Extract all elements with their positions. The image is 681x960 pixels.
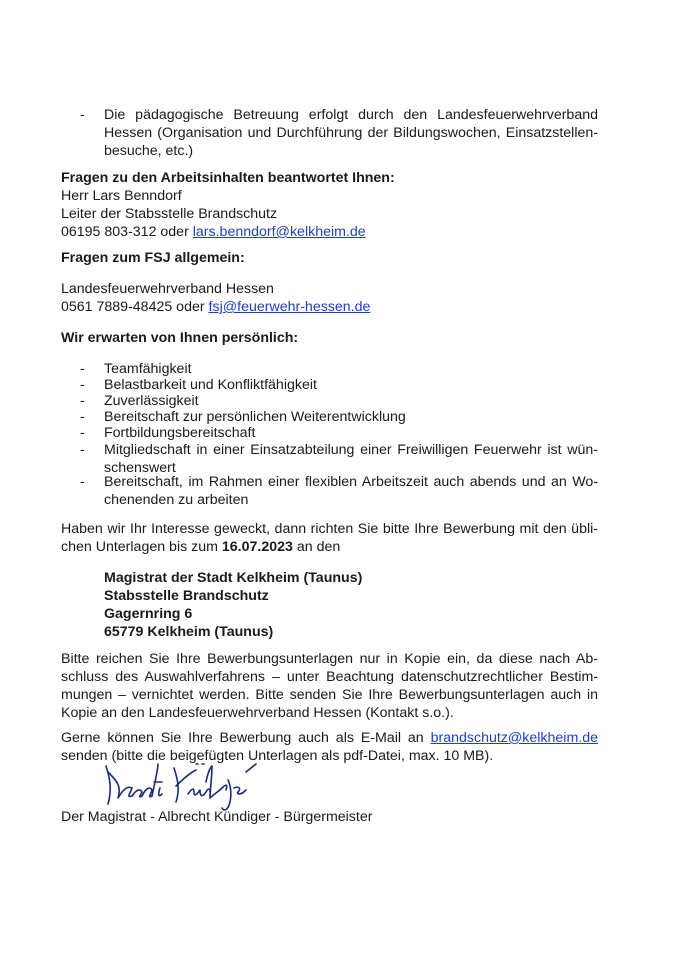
bullet-dash: - [80,474,85,490]
application-paragraph [61,520,598,556]
fsj-contact-section [61,249,598,267]
contact-email-link[interactable]: lars.benndorf@kelkheim.de [192,224,366,240]
list-item-text: Teamfähigkeit [104,361,192,377]
list-item-text: schenswert [104,460,176,476]
work-contact-section [61,169,598,241]
deadline-date: 16.07.2023 [221,539,293,555]
list-item-text: Bereitschaft zur persönlichen Weiterentwicklung [104,409,406,425]
contact-phone: 06195 803-312 oder [61,224,193,240]
text-line: Hessen (Organisation und Durchführung der Bildungswochen, Einsatzstellen- [104,125,598,141]
address-line: Stabsstelle Brandschutz [104,588,269,604]
bullet-dash: - [80,409,85,425]
section-heading: Fragen zu den Arbeitsinhalten beantwortet Ihnen: [61,170,395,186]
bullet-dash: - [80,107,85,123]
signature-caption: Der Magistrat - Albrecht Kündiger - Bürgermeister [61,809,373,825]
text-fragment: chen Unterlagen bis zum [61,539,222,555]
bullet-dash: - [80,377,85,393]
text-line [61,538,598,556]
text-fragment: Gerne können Sie Ihre Bewerbung auch als E-Mail an [61,730,431,746]
list-item [104,441,598,477]
list-item [104,424,598,442]
section-heading: Fragen zum FSJ allgemein: [61,250,245,266]
address-line: 65779 Kelkheim (Taunus) [104,624,274,640]
list-item-text: chenenden zu arbeiten [104,492,249,508]
contact-phone-line [61,298,598,316]
contact-phone-line [61,223,598,241]
text-line: besuche, etc.) [104,143,194,159]
section-heading: Wir erwarten von Ihnen persönlich: [61,330,299,346]
copy-note-paragraph [61,650,598,722]
address-line: Magistrat der Stadt Kelkheim (Taunus) [104,570,363,586]
text-line: Die pädagogische Betreuung erfolgt durch den Landesfeuerwehrverband [104,107,598,123]
bullet-dash: - [80,425,85,441]
text-line: Kopie an den Landesfeuerwehrverband Hessen (Kontakt s.o.). [61,705,454,721]
contact-name: Herr Lars Benndorf [61,188,182,204]
list-item-text: Mitgliedschaft in einer Einsatzabteilung einer Freiwilligen Feuerwehr ist wün- [104,442,598,458]
text-line: schluss des Auswahlverfahrens – unter Beachtung datenschutzrechtlicher Bestim- [61,669,598,685]
bullet-dash: - [80,393,85,409]
contact-role: Leiter der Stabsstelle Brandschutz [61,206,278,222]
bullet-dash: - [80,442,85,458]
contact-email-link[interactable]: fsj@feuerwehr-hessen.de [208,299,371,315]
text-line [61,729,598,747]
text-fragment: an den [292,539,341,555]
intro-bullet-text [104,106,598,160]
expectations-heading-block [61,329,598,347]
text-line: Haben wir Ihr Interesse geweckt, dann richten Sie bitte Ihre Bewerbung mit den übli- [61,521,598,537]
application-email-link[interactable]: brandschutz@kelkheim.de [430,730,598,746]
text-line: mungen – vernichtet werden. Bitte senden Sie Ihre Bewerbungsunterlagen auch in [61,687,598,703]
list-item-text: Zuverlässigkeit [104,393,199,409]
fsj-contact-details [61,280,598,316]
text-line: Bitte reichen Sie Ihre Bewerbungsunterlagen nur in Kopie ein, da diese nach Ab- [61,651,598,667]
contact-org: Landesfeuerwehrverband Hessen [61,281,274,297]
text-line: senden (bitte die beigefügten Unterlagen als pdf-Datei, max. 10 MB). [61,748,494,764]
bullet-dash: - [80,361,85,377]
list-item [104,473,598,509]
list-item-text: Belastbarkeit und Konfliktfähigkeit [104,377,317,393]
list-item-text: Bereitschaft, im Rahmen einer flexiblen Arbeitszeit auch abends und an Wo- [104,474,598,490]
contact-phone: 0561 7889-48425 oder [61,299,209,315]
address-line: Gagernring 6 [104,606,193,622]
signature-caption-block [61,808,598,826]
list-item-text: Fortbildungsbereitschaft [104,425,256,441]
recipient-address [104,569,362,641]
